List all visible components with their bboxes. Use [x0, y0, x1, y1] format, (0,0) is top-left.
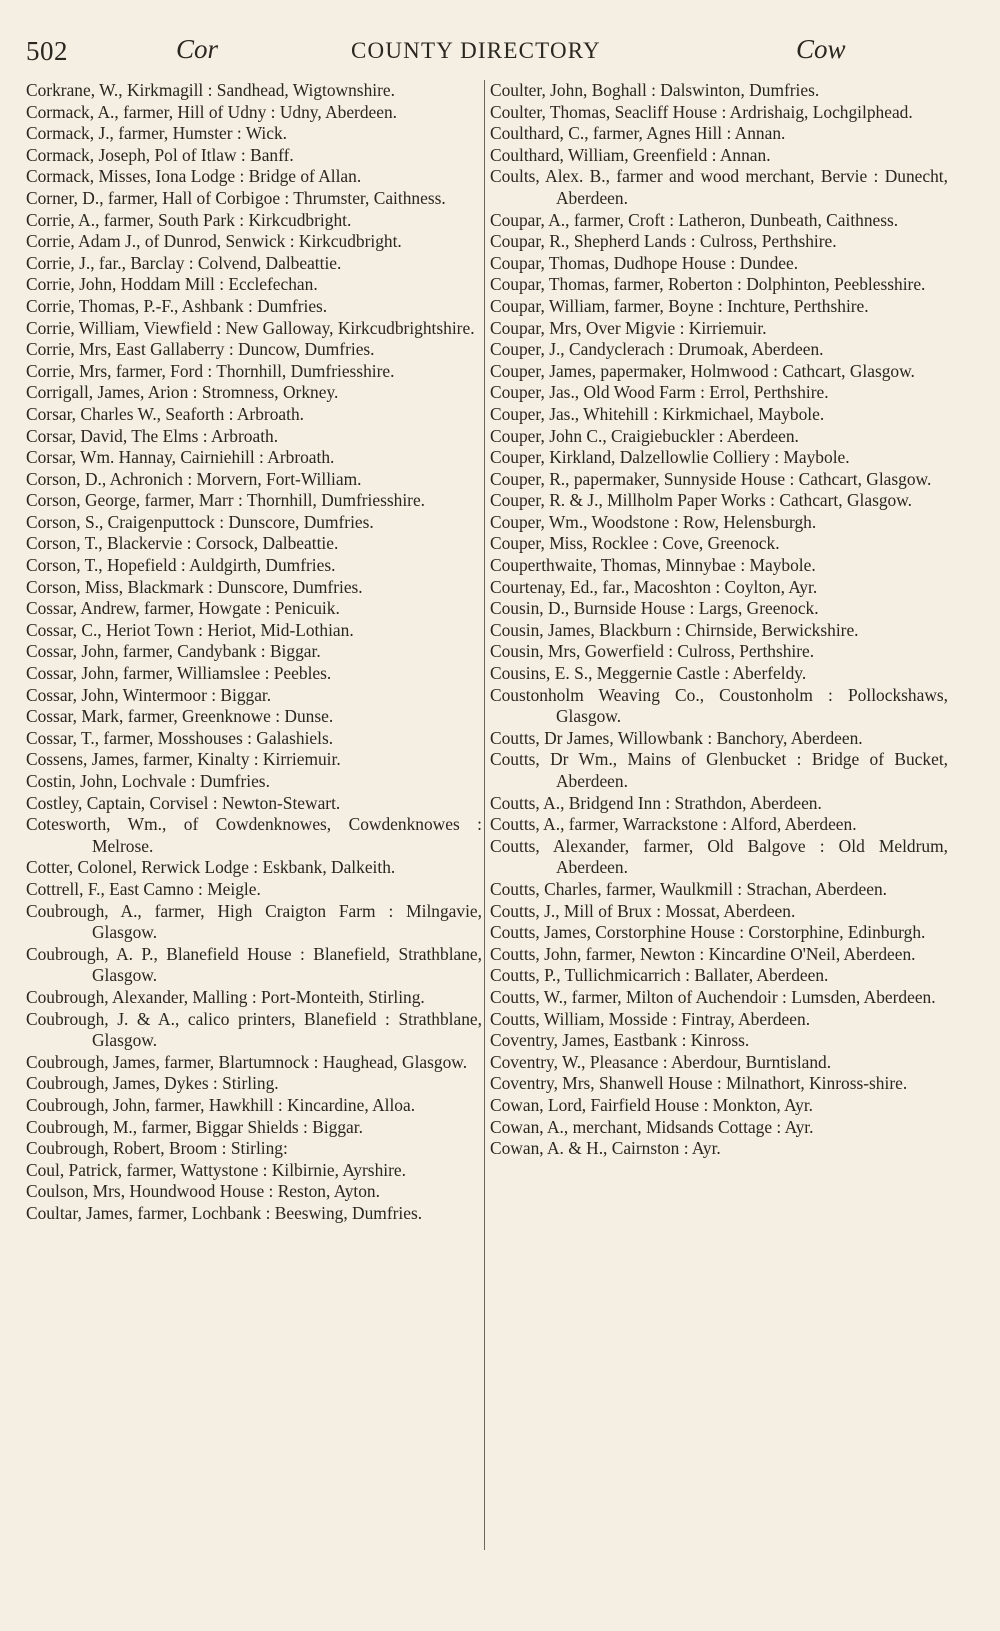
- directory-entry: Corson, George, farmer, Marr : Thornhill, Dumfriesshire.: [26, 490, 426, 511]
- directory-entry: Cormack, J., farmer, Humster : Wick.: [26, 123, 288, 144]
- directory-entry: Coventry, James, Eastbank : Kinross.: [490, 1030, 750, 1051]
- directory-entry: Coulthard, William, Greenfield : Annan.: [490, 144, 771, 165]
- directory-entry: Cossar, John, Wintermoor : Biggar.: [26, 684, 272, 705]
- directory-entry: Couper, Wm., Woodstone : Row, Helensburgh.: [490, 511, 817, 532]
- directory-entry: Couper, James, papermaker, Holmwood : Cathcart, Glasgow.: [490, 360, 915, 381]
- directory-entry: Couper, Kirkland, Dalzellowlie Colliery : Maybole.: [490, 447, 850, 468]
- directory-entry: Couper, R., papermaker, Sunnyside House : Cathcart, Glasgow.: [490, 468, 932, 489]
- directory-entry: Coubrough, A., farmer, High Craigton Farm : Milngavie, Glasgow.: [26, 900, 482, 943]
- directory-entry: Coubrough, M., farmer, Biggar Shields : Biggar.: [26, 1116, 363, 1137]
- directory-entry: Coubrough, John, farmer, Hawkhill : Kincardine, Alloa.: [26, 1094, 416, 1115]
- directory-entry: Coupar, William, farmer, Boyne : Inchture, Perthshire.: [490, 295, 869, 316]
- directory-entry: Cousin, D., Burnside House : Largs, Greenock.: [490, 598, 819, 619]
- directory-entry: Coupar, Thomas, farmer, Roberton : Dolphinton, Peeblesshire.: [490, 274, 926, 295]
- directory-entry: Corrie, A., farmer, South Park : Kirkcudbright.: [26, 209, 352, 230]
- directory-entry: Cormack, A., farmer, Hill of Udny : Udny, Aberdeen.: [26, 101, 398, 122]
- directory-entry: Corson, T., Blackervie : Corsock, Dalbeattie.: [26, 533, 339, 554]
- directory-entry: Cousin, Mrs, Gowerfield : Culross, Perthshire.: [490, 641, 815, 662]
- directory-entry: Corkrane, W., Kirkmagill : Sandhead, Wigtownshire.: [26, 80, 395, 100]
- directory-entry: Corrigall, James, Arion : Stromness, Orkney.: [26, 382, 339, 403]
- directory-entry: Corner, D., farmer, Hall of Corbigoe : Thrumster, Caithness.: [26, 187, 446, 208]
- directory-entry: Cossar, John, farmer, Candybank : Biggar.: [26, 641, 321, 662]
- directory-entry: Coutts, Dr James, Willowbank : Banchory, Aberdeen.: [490, 727, 863, 748]
- right-column: [490, 80, 948, 1160]
- directory-entry: Cossar, Mark, farmer, Greenknowe : Dunse.: [26, 706, 334, 727]
- directory-entry: Coulson, Mrs, Houndwood House : Reston, Ayton.: [26, 1181, 380, 1202]
- directory-entry: Cotter, Colonel, Rerwick Lodge : Eskbank, Dalkeith.: [26, 857, 396, 878]
- directory-entry: Couper, Jas., Whitehill : Kirkmichael, Maybole.: [490, 403, 825, 424]
- directory-entry: Corrie, Thomas, P.-F., Ashbank : Dumfries.: [26, 295, 328, 316]
- directory-entry: Coutts, W., farmer, Milton of Auchendoir : Lumsden, Aberdeen.: [490, 986, 936, 1007]
- directory-entry: Couper, J., Candyclerach : Drumoak, Aberdeen.: [490, 339, 824, 360]
- directory-entry: Corsar, Wm. Hannay, Cairniehill : Arbroath.: [26, 447, 335, 468]
- directory-entry: Corsar, Charles W., Seaforth : Arbroath.: [26, 403, 304, 424]
- directory-entry: Cowan, A., merchant, Midsands Cottage : Ayr.: [490, 1116, 814, 1137]
- directory-entry: Coutts, J., Mill of Brux : Mossat, Aberdeen.: [490, 900, 796, 921]
- directory-entry: Cousins, E. S., Meggernie Castle : Aberfeldy.: [490, 663, 807, 684]
- directory-entry: Couper, Miss, Rocklee : Cove, Greenock.: [490, 533, 780, 554]
- directory-entry: Coutts, James, Corstorphine House : Corstorphine, Edinburgh.: [490, 922, 926, 943]
- directory-entry: Coupar, Mrs, Over Migvie : Kirriemuir.: [490, 317, 767, 338]
- directory-entry: Coupar, Thomas, Dudhope House : Dundee.: [490, 252, 799, 273]
- directory-entry: Corson, Miss, Blackmark : Dunscore, Dumfries.: [26, 576, 363, 597]
- directory-entry: Coubrough, J. & A., calico printers, Blanefield : Strathblane, Glasgow.: [26, 1008, 482, 1051]
- directory-entry: Couper, Jas., Old Wood Farm : Errol, Perthshire.: [490, 382, 829, 403]
- directory-entry: Cormack, Misses, Iona Lodge : Bridge of Allan.: [26, 166, 362, 187]
- directory-entry: Coutts, Alexander, farmer, Old Balgove : Old Meldrum, Aberdeen.: [490, 835, 948, 878]
- directory-entry: Coutts, Dr Wm., Mains of Glenbucket : Bridge of Bucket, Aberdeen.: [490, 749, 948, 791]
- directory-entry: Coubrough, Robert, Broom : Stirling:: [26, 1138, 288, 1159]
- directory-entry: Costley, Captain, Corvisel : Newton-Stewart.: [26, 792, 341, 813]
- directory-entry: Corrie, J., far., Barclay : Colvend, Dalbeattie.: [26, 252, 342, 273]
- right-guide-word: Cow: [796, 34, 846, 64]
- directory-entry: Cossar, T., farmer, Mosshouses : Galashiels.: [26, 727, 334, 748]
- page-header: [26, 30, 856, 70]
- directory-entry: Cowan, Lord, Fairfield House : Monkton, Ayr.: [490, 1094, 813, 1115]
- directory-entry: Coupar, A., farmer, Croft : Latheron, Dunbeath, Caithness.: [490, 209, 899, 230]
- directory-entry: Coulthard, C., farmer, Agnes Hill : Annan.: [490, 123, 786, 144]
- directory-entry: Corrie, Mrs, East Gallaberry : Duncow, Dumfries.: [26, 339, 375, 360]
- directory-entry: Cormack, Joseph, Pol of Itlaw : Banff.: [26, 144, 294, 165]
- directory-entry: Coutts, P., Tullichmicarrich : Ballater, Aberdeen.: [490, 965, 829, 986]
- directory-entry: Coventry, Mrs, Shanwell House : Milnathort, Kinross-shire.: [490, 1073, 908, 1094]
- left-guide-word: Cor: [176, 34, 219, 64]
- column-divider: [484, 80, 485, 1550]
- directory-entry: Coubrough, A. P., Blanefield House : Blanefield, Strathblane, Glasgow.: [26, 943, 482, 986]
- directory-entry: Coutts, John, farmer, Newton : Kincardine O'Neil, Aberdeen.: [490, 943, 916, 964]
- directory-entry: Coutts, Charles, farmer, Waulkmill : Strachan, Aberdeen.: [490, 878, 887, 899]
- directory-entry: Corson, S., Craigenputtock : Dunscore, Dumfries.: [26, 511, 374, 532]
- directory-entry: Couperthwaite, Thomas, Minnybae : Maybole.: [490, 555, 816, 576]
- directory-entry: Coutts, A., Bridgend Inn : Strathdon, Aberdeen.: [490, 792, 822, 813]
- left-column: [26, 80, 482, 1224]
- directory-entry: Coubrough, Alexander, Malling : Port-Monteith, Stirling.: [26, 986, 425, 1007]
- directory-entry: Cottrell, F., East Camno : Meigle.: [26, 878, 261, 899]
- directory-entry: Couper, R. & J., Millholm Paper Works : Cathcart, Glasgow.: [490, 490, 913, 511]
- directory-entry: Courtenay, Ed., far., Macoshton : Coylton, Ayr.: [490, 576, 818, 597]
- directory-entry: Corson, T., Hopefield : Auldgirth, Dumfries.: [26, 555, 336, 576]
- directory-entry: Cossar, John, farmer, Williamslee : Peebles.: [26, 663, 332, 684]
- directory-entry: Coul, Patrick, farmer, Wattystone : Kilbirnie, Ayrshire.: [26, 1159, 406, 1180]
- directory-entry: Corson, D., Achronich : Morvern, Fort-William.: [26, 468, 362, 489]
- directory-entry: Cousin, James, Blackburn : Chirnside, Berwickshire.: [490, 619, 859, 640]
- directory-entry: Coulter, John, Boghall : Dalswinton, Dumfries.: [490, 80, 820, 100]
- directory-entry: Coupar, R., Shepherd Lands : Culross, Perthshire.: [490, 231, 837, 252]
- page-number: 502: [26, 36, 68, 66]
- directory-entry: Cossar, Andrew, farmer, Howgate : Penicuik.: [26, 598, 340, 619]
- directory-entry: Coubrough, James, farmer, Blartumnock : Haughead, Glasgow.: [26, 1051, 468, 1072]
- directory-entry: Coultar, James, farmer, Lochbank : Beeswing, Dumfries.: [26, 1202, 423, 1223]
- directory-entry: Corrie, Adam J., of Dunrod, Senwick : Kirkcudbright.: [26, 231, 402, 252]
- directory-entry: Cotesworth, Wm., of Cowdenknowes, Cowdenknowes : Melrose.: [26, 814, 482, 856]
- directory-entry: Coustonholm Weaving Co., Coustonholm : Pollockshaws, Glasgow.: [490, 684, 948, 727]
- directory-entry: Coutts, A., farmer, Warrackstone : Alford, Aberdeen.: [490, 814, 857, 835]
- directory-entry: Cossens, James, farmer, Kinalty : Kirriemuir.: [26, 749, 341, 770]
- directory-entry: Coults, Alex. B., farmer and wood merchant, Bervie : Dunecht, Aberdeen.: [490, 166, 948, 208]
- directory-entry: Cossar, C., Heriot Town : Heriot, Mid-Lothian.: [26, 619, 354, 640]
- directory-entry: Coventry, W., Pleasance : Aberdour, Burntisland.: [490, 1051, 832, 1072]
- directory-entry: Corrie, William, Viewfield : New Galloway, Kirkcudbrightshire.: [26, 317, 475, 338]
- page-title: COUNTY DIRECTORY: [351, 38, 601, 63]
- directory-entry: Couper, John C., Craigiebuckler : Aberdeen.: [490, 425, 799, 446]
- directory-entry: Coutts, William, Mosside : Fintray, Aberdeen.: [490, 1008, 811, 1029]
- directory-entry: Costin, John, Lochvale : Dumfries.: [26, 771, 270, 791]
- directory-entry: Corsar, David, The Elms : Arbroath.: [26, 425, 279, 446]
- directory-entry: Coulter, Thomas, Seacliff House : Ardrishaig, Lochgilphead.: [490, 101, 913, 122]
- directory-entry: Cowan, A. & H., Cairnston : Ayr.: [490, 1138, 721, 1159]
- directory-entry: Corrie, John, Hoddam Mill : Ecclefechan.: [26, 274, 318, 295]
- directory-entry: Coubrough, James, Dykes : Stirling.: [26, 1073, 279, 1094]
- directory-entry: Corrie, Mrs, farmer, Ford : Thornhill, Dumfriesshire.: [26, 360, 395, 381]
